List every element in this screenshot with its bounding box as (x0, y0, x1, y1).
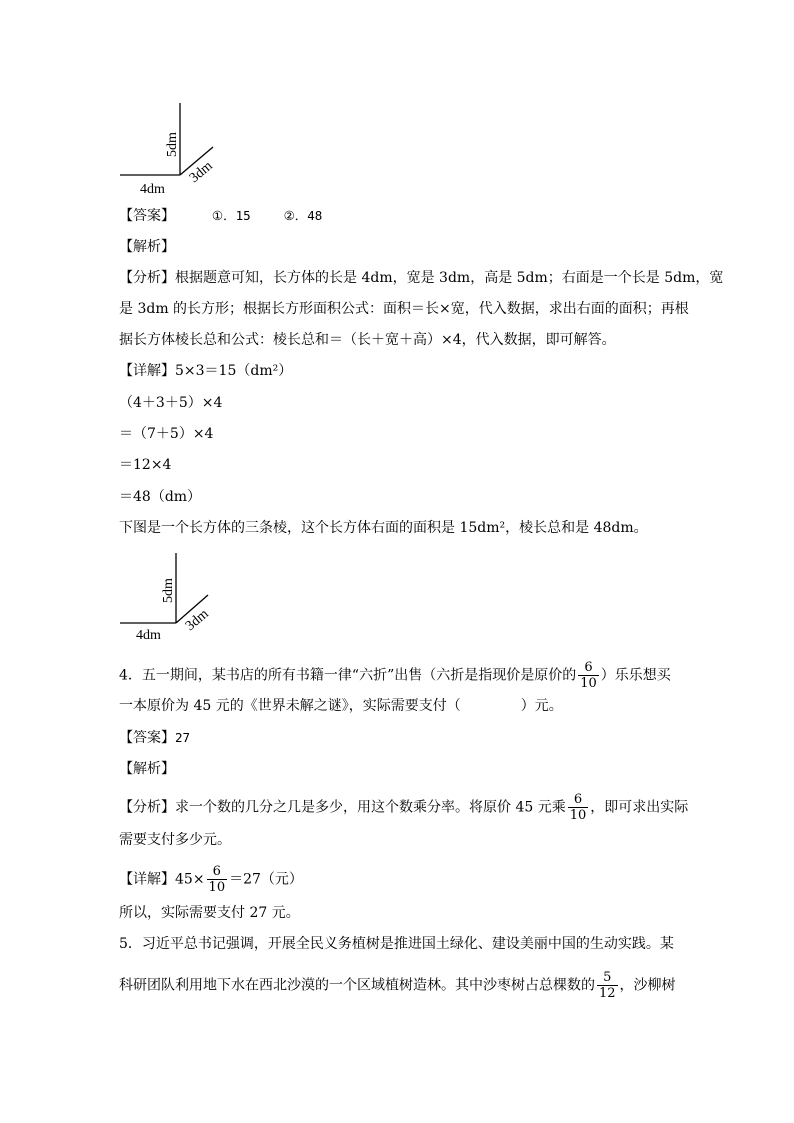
length-label: 4dm (136, 628, 161, 643)
q5-line1: 5．习近平总书记强调，开展全民义务植树是推进国土绿化、建设美丽中国的生动实践。某 (119, 936, 674, 952)
fenxi-fraction (568, 792, 589, 823)
q3-step2: （4＋3＋5）×4 (119, 395, 223, 411)
xiangjie-tag: 【详解】 (119, 871, 175, 888)
height-label: 5dm (161, 578, 176, 603)
fenxi-text-1: 根据题意可知，长方体的长是 4dm，宽是 3dm，高是 5dm；右面是一个长是 5dm，宽 (175, 270, 724, 286)
q4-stem-line2 (119, 696, 563, 716)
q5-line2-b: ，沙柳树 (619, 977, 676, 994)
q4-conclusion: 所以，实际需要支付 27 元。 (119, 905, 300, 921)
frac-numerator: 6 (584, 660, 593, 675)
frac-denominator: 10 (569, 808, 587, 823)
q4-stem-line2-a: 一本原价为 45 元的《世界未解之谜》，实际需要支付（ (119, 698, 461, 714)
q3-step3: ＝（7＋5）×4 (119, 426, 214, 442)
xiangjie-tag: 【详解】 (119, 363, 175, 379)
answer-1: ①．15 (211, 208, 251, 223)
q5-line2-a: 科研团队利用地下水在西北沙漠的一个区域植树造林。其中沙枣树占总棵数的 (119, 977, 595, 994)
fenxi-tag: 【分析】 (119, 799, 175, 816)
frac-numerator: 6 (573, 792, 583, 807)
q3-step5: ＝48（dm） (119, 489, 202, 505)
answer-tag: 【答案】 (119, 208, 175, 224)
q3-fenxi-line2: 是 3dm 的长方形；根据长方形面积公式：面积＝长×宽，代入数据，求出右面的面积；再根 (119, 301, 689, 317)
q4-analysis-tag: 【解析】 (119, 761, 175, 777)
depth-label: 3dm (182, 606, 212, 635)
fenxi-text-b: ，即可求出实际 (590, 799, 689, 816)
q3-fenxi-line1 (119, 268, 723, 288)
frac-numerator: 6 (212, 864, 221, 879)
answer-value: 27 (175, 730, 191, 745)
q4-stem-line2-b: ）元。 (520, 698, 563, 714)
fenxi-text-a: 求一个数的几分之几是多少，用这个数乘分率。将原价 45 元乘 (175, 799, 566, 816)
q3-analysis-tag: 【解析】 (119, 239, 175, 255)
length-label: 4dm (140, 182, 165, 197)
answer-tag: 【答案】 (119, 730, 175, 746)
step-1: 5×3＝15（dm²） (175, 363, 293, 379)
frac-denominator: 12 (599, 986, 616, 1001)
calc-a: 45× (175, 871, 205, 888)
q5-fraction (597, 970, 618, 1001)
height-label: 5dm (165, 132, 180, 157)
q4-stem-line1 (119, 660, 671, 691)
q3-fenxi-line3: 据长方体棱长总和公式：棱长总和＝（长＋宽＋高）×4，代入数据，即可解答。 (119, 332, 616, 348)
q4-fenxi-line2: 需要支付多少元。 (119, 832, 231, 848)
q3-step4: ＝12×4 (119, 457, 172, 473)
q3-answer-line (119, 206, 322, 226)
calc-fraction (207, 864, 228, 895)
cuboid-edges-diagram-bottom (110, 545, 230, 645)
q5-line2 (119, 970, 676, 1001)
cuboid-edges-diagram-top (110, 95, 230, 200)
q3-conclusion: 下图是一个长方体的三条棱，这个长方体右面的面积是 15dm²，棱长总和是 48dm。 (119, 520, 648, 536)
q4-fenxi-line1 (119, 792, 688, 823)
frac-numerator: 5 (603, 970, 612, 985)
fenxi-tag: 【分析】 (119, 270, 175, 286)
calc-b: ＝27（元） (229, 871, 303, 888)
q4-stem-b: ）乐乐想买 (600, 667, 671, 684)
q3-step1-line (119, 361, 292, 381)
q4-calc-line (119, 864, 303, 895)
q4-fraction (578, 660, 599, 691)
answer-2: ②．48 (283, 208, 323, 223)
frac-denominator: 10 (580, 676, 597, 691)
q4-stem-a: 4．五一期间，某书店的所有书籍一律“六折”出售（六折是指现价是原价的 (119, 667, 577, 684)
depth-label: 3dm (186, 158, 216, 187)
frac-denominator: 10 (208, 880, 226, 895)
q4-answer-line (119, 728, 190, 748)
